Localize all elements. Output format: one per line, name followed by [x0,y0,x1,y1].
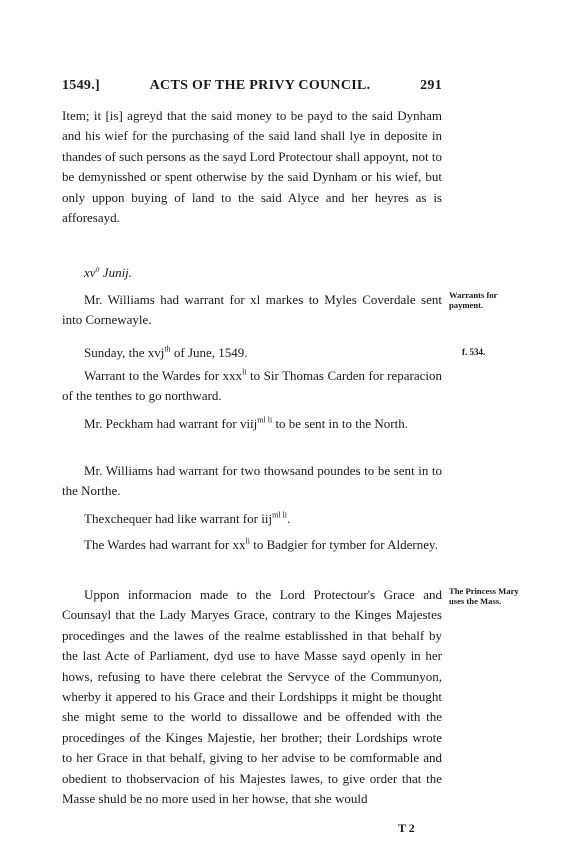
entry-wardes-carden: Warrant to the Wardes for xxx$^{li}$ to Sir Thomas Carden for reparacion of the tenthes to go northward. [62,367,442,404]
sunday-heading: Sunday, the xvj$^{th}$ of June, 1549. [84,344,248,360]
margin-note-warrants: Warrants for payment. [449,290,498,310]
signature-mark: T 2 [398,821,415,835]
running-header [62,78,442,94]
margin-note-princess-mary: The Princess Mary uses the Mass. [449,586,519,606]
item-paragraph: Item; it [is] agreyd that the said money to be payd to the said Dynham and his wief for the purchasing of the said land shall lye in deposite in thandes of such persons as the sayd Lord Protectour shall appoynt, not to be demynisshed or spent otherwise by the said Dynham or his wief, but only uppon buying of land to the said Alyce and her heyres as is afforesayd. [62,108,442,226]
header-year: 1549.] [62,78,100,93]
entry-peckham: Mr. Peckham had warrant for viij$^{ml li}$ to be sent in to the North. [84,415,408,431]
folio-number: f. 534. [462,347,486,357]
header-page-number: 291 [420,78,442,93]
entry-badgier: The Wardes had warrant for $xx^{li}$ to Badgier for tymber for Alderney. [84,536,438,552]
entry-williams-coverdale: Mr. Williams had warrant for xl markes to Myles Coverdale sent into Cornewayle. [62,292,442,328]
entry-princess-mary: Uppon informacion made to the Lord Protectour's Grace and Counsayl that the Lady Maryes Grace, contrary to the Kinges Majestes procedinges and the lawes of the realme establisshed in that behalf by the last Acte of Parliament, dyd use to have Masse sayd openly in her hows, refusing to have there celebrat the Servyce of the Communyon, wherby it appered to his Grace and their Lordshipps it might be thought she might seme to the world to dissallowe and be offended with the procedinges of the Kinges Majestie, her brother; their Lordships wrote to her Grace in that behalf, giving to her advise to be comformable and obedient to thobservacion of his Majestes lawes, to give order that the Masse shuld be no more used in her howse, that she would [62,587,442,807]
date-heading-junij: $xv^o$ Junij. [84,264,133,280]
header-title: ACTS OF THE PRIVY COUNCIL. [149,78,371,93]
entry-exchequer: Thexchequer had like warrant for iij$^{ml li}$. [84,510,291,526]
entry-williams-two-thousand: Mr. Williams had warrant for two thowsand poundes to be sent in to the Northe. [62,463,442,499]
